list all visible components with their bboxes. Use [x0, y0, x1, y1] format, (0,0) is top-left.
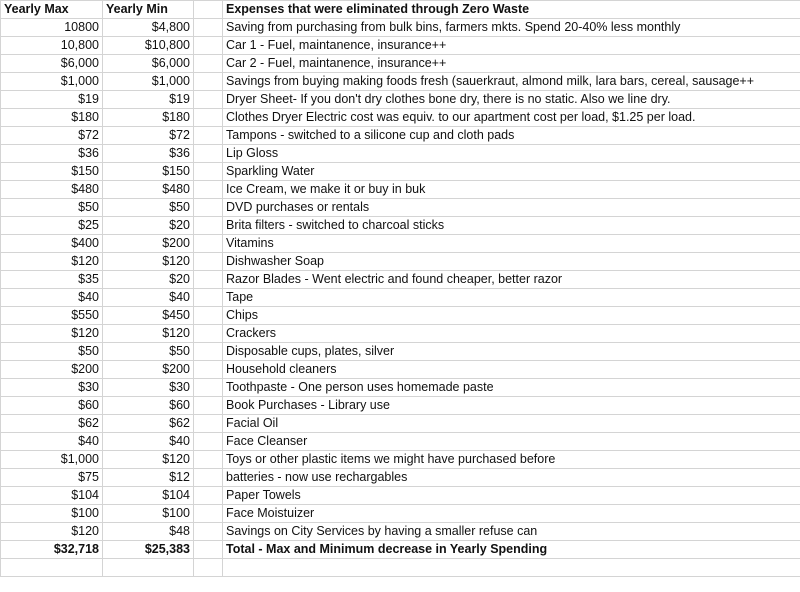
empty-cell[interactable] — [194, 181, 223, 199]
empty-cell[interactable] — [1, 559, 103, 577]
yearly-min-cell[interactable]: $25,383 — [103, 541, 194, 559]
expense-description-cell[interactable]: Book Purchases - Library use — [223, 397, 800, 415]
table-row — [1, 73, 800, 91]
table-row — [1, 469, 800, 487]
expense-description-cell[interactable]: Total - Max and Minimum decrease in Yearly Spending — [223, 541, 800, 559]
table-row — [1, 523, 800, 541]
yearly-min-cell[interactable]: $40 — [103, 289, 194, 307]
yearly-min-cell[interactable]: $50 — [103, 343, 194, 361]
header-row — [1, 1, 800, 19]
expense-description-cell[interactable]: Toothpaste - One person uses homemade paste — [223, 379, 800, 397]
yearly-min-cell[interactable]: $200 — [103, 235, 194, 253]
empty-cell[interactable] — [194, 55, 223, 73]
table-row — [1, 379, 800, 397]
empty-cell[interactable] — [194, 451, 223, 469]
yearly-max-cell[interactable]: $1,000 — [1, 451, 103, 469]
yearly-max-cell[interactable]: $550 — [1, 307, 103, 325]
table-row — [1, 253, 800, 271]
header-yearly-max[interactable]: Yearly Max — [1, 1, 103, 19]
yearly-max-cell[interactable]: $180 — [1, 109, 103, 127]
yearly-min-cell[interactable]: $12 — [103, 469, 194, 487]
yearly-min-cell[interactable]: $180 — [103, 109, 194, 127]
yearly-min-cell[interactable]: $200 — [103, 361, 194, 379]
expense-description-cell[interactable]: Dishwasher Soap — [223, 253, 800, 271]
empty-cell[interactable] — [194, 145, 223, 163]
expense-description-cell[interactable]: Brita filters - switched to charcoal sticks — [223, 217, 800, 235]
yearly-max-cell[interactable]: $150 — [1, 163, 103, 181]
yearly-min-cell[interactable]: $120 — [103, 253, 194, 271]
yearly-max-cell[interactable]: $25 — [1, 217, 103, 235]
table-body — [1, 1, 800, 577]
expense-description-cell[interactable]: Tape — [223, 289, 800, 307]
table-row — [1, 37, 800, 55]
expense-description-cell[interactable]: Toys or other plastic items we might have purchased before — [223, 451, 800, 469]
expense-description-cell[interactable]: Dryer Sheet- If you don't dry clothes bone dry, there is no static. Also we line dry. — [223, 91, 800, 109]
empty-cell[interactable] — [194, 253, 223, 271]
table-row — [1, 181, 800, 199]
table-row — [1, 415, 800, 433]
yearly-max-cell[interactable]: $120 — [1, 325, 103, 343]
table-row — [1, 55, 800, 73]
empty-cell[interactable] — [194, 397, 223, 415]
table-row — [1, 217, 800, 235]
yearly-max-cell[interactable]: $104 — [1, 487, 103, 505]
empty-cell[interactable] — [194, 19, 223, 37]
yearly-max-cell[interactable]: $200 — [1, 361, 103, 379]
yearly-max-cell[interactable]: $120 — [1, 523, 103, 541]
table-row — [1, 325, 800, 343]
expense-description-cell[interactable]: Face Cleanser — [223, 433, 800, 451]
empty-cell[interactable] — [194, 433, 223, 451]
table-row — [1, 19, 800, 37]
yearly-min-cell[interactable]: $19 — [103, 91, 194, 109]
empty-cell[interactable] — [194, 559, 223, 577]
empty-cell[interactable] — [194, 487, 223, 505]
table-row — [1, 163, 800, 181]
empty-cell[interactable] — [223, 559, 800, 577]
empty-cell[interactable] — [194, 163, 223, 181]
expense-description-cell[interactable]: batteries - now use rechargables — [223, 469, 800, 487]
yearly-max-cell[interactable]: $19 — [1, 91, 103, 109]
empty-row — [1, 559, 800, 577]
yearly-max-cell[interactable]: $40 — [1, 289, 103, 307]
table-row — [1, 91, 800, 109]
table-row — [1, 397, 800, 415]
empty-cell[interactable] — [194, 361, 223, 379]
empty-cell[interactable] — [194, 217, 223, 235]
yearly-max-cell[interactable]: $100 — [1, 505, 103, 523]
yearly-min-cell[interactable]: $20 — [103, 271, 194, 289]
table-row — [1, 235, 800, 253]
empty-cell[interactable] — [194, 541, 223, 559]
expense-description-cell[interactable]: Household cleaners — [223, 361, 800, 379]
table-row — [1, 505, 800, 523]
yearly-min-cell[interactable]: $72 — [103, 127, 194, 145]
yearly-min-cell[interactable]: $150 — [103, 163, 194, 181]
table-row — [1, 487, 800, 505]
expense-description-cell[interactable]: Paper Towels — [223, 487, 800, 505]
expense-description-cell[interactable]: Sparkling Water — [223, 163, 800, 181]
expense-description-cell[interactable]: Car 2 - Fuel, maintanence, insurance++ — [223, 55, 800, 73]
table-row — [1, 271, 800, 289]
empty-cell[interactable] — [194, 235, 223, 253]
yearly-min-cell[interactable]: $30 — [103, 379, 194, 397]
expense-description-cell[interactable]: Ice Cream, we make it or buy in buk — [223, 181, 800, 199]
yearly-max-cell[interactable]: 10,800 — [1, 37, 103, 55]
yearly-min-cell[interactable]: $36 — [103, 145, 194, 163]
table-row — [1, 199, 800, 217]
yearly-min-cell[interactable]: $104 — [103, 487, 194, 505]
expense-description-cell[interactable]: Saving from purchasing from bulk bins, farmers mkts. Spend 20-40% less monthly — [223, 19, 800, 37]
total-row — [1, 541, 800, 559]
empty-cell[interactable] — [194, 91, 223, 109]
table-row — [1, 289, 800, 307]
yearly-max-cell[interactable]: $32,718 — [1, 541, 103, 559]
yearly-max-cell[interactable]: $480 — [1, 181, 103, 199]
yearly-min-cell[interactable]: $100 — [103, 505, 194, 523]
empty-cell[interactable] — [194, 73, 223, 91]
expense-description-cell[interactable]: Face Moistuizer — [223, 505, 800, 523]
empty-cell[interactable] — [194, 109, 223, 127]
empty-cell[interactable] — [194, 469, 223, 487]
table-row — [1, 127, 800, 145]
yearly-max-cell[interactable]: $30 — [1, 379, 103, 397]
header-yearly-min[interactable]: Yearly Min — [103, 1, 194, 19]
yearly-max-cell[interactable]: $50 — [1, 199, 103, 217]
empty-cell[interactable] — [103, 559, 194, 577]
table-row — [1, 307, 800, 325]
table-row — [1, 433, 800, 451]
yearly-min-cell[interactable]: $4,800 — [103, 19, 194, 37]
yearly-min-cell[interactable]: $50 — [103, 199, 194, 217]
yearly-min-cell[interactable]: $120 — [103, 451, 194, 469]
yearly-min-cell[interactable]: $450 — [103, 307, 194, 325]
expense-description-cell[interactable]: DVD purchases or rentals — [223, 199, 800, 217]
yearly-min-cell[interactable]: $120 — [103, 325, 194, 343]
yearly-max-cell[interactable]: $6,000 — [1, 55, 103, 73]
expense-description-cell[interactable]: Clothes Dryer Electric cost was equiv. to our apartment cost per load, $1.25 per load. — [223, 109, 800, 127]
table-row — [1, 343, 800, 361]
table-row — [1, 109, 800, 127]
header-expenses[interactable]: Expenses that were eliminated through Zero Waste — [223, 1, 800, 19]
expense-description-cell[interactable]: Facial Oil — [223, 415, 800, 433]
yearly-max-cell[interactable]: $1,000 — [1, 73, 103, 91]
empty-cell[interactable] — [194, 271, 223, 289]
yearly-min-cell[interactable]: $10,800 — [103, 37, 194, 55]
yearly-max-cell[interactable]: $400 — [1, 235, 103, 253]
expense-description-cell[interactable]: Lip Gloss — [223, 145, 800, 163]
table-row — [1, 145, 800, 163]
empty-cell[interactable] — [194, 199, 223, 217]
expense-description-cell[interactable]: Chips — [223, 307, 800, 325]
empty-cell[interactable] — [194, 289, 223, 307]
yearly-min-cell[interactable]: $40 — [103, 433, 194, 451]
empty-cell[interactable] — [194, 127, 223, 145]
yearly-max-cell[interactable]: $40 — [1, 433, 103, 451]
empty-cell[interactable] — [194, 343, 223, 361]
expense-description-cell[interactable]: Tampons - switched to a silicone cup and cloth pads — [223, 127, 800, 145]
expense-description-cell[interactable]: Crackers — [223, 325, 800, 343]
yearly-min-cell[interactable]: $60 — [103, 397, 194, 415]
table-row — [1, 451, 800, 469]
yearly-min-cell[interactable]: $62 — [103, 415, 194, 433]
empty-cell[interactable] — [194, 37, 223, 55]
empty-cell[interactable] — [194, 505, 223, 523]
yearly-min-cell[interactable]: $48 — [103, 523, 194, 541]
empty-cell[interactable] — [194, 523, 223, 541]
expense-description-cell[interactable]: Savings from buying making foods fresh (sauerkraut, almond milk, lara bars, cereal, sausage++ — [223, 73, 800, 91]
expense-description-cell[interactable]: Car 1 - Fuel, maintanence, insurance++ — [223, 37, 800, 55]
yearly-min-cell[interactable]: $1,000 — [103, 73, 194, 91]
yearly-max-cell[interactable]: $120 — [1, 253, 103, 271]
expense-description-cell[interactable]: Vitamins — [223, 235, 800, 253]
yearly-min-cell[interactable]: $6,000 — [103, 55, 194, 73]
empty-cell[interactable] — [194, 307, 223, 325]
empty-cell[interactable] — [194, 415, 223, 433]
yearly-max-cell[interactable]: 10800 — [1, 19, 103, 37]
yearly-max-cell[interactable]: $60 — [1, 397, 103, 415]
empty-cell[interactable] — [194, 379, 223, 397]
yearly-max-cell[interactable]: $50 — [1, 343, 103, 361]
yearly-min-cell[interactable]: $20 — [103, 217, 194, 235]
empty-cell[interactable] — [194, 1, 223, 19]
table-row — [1, 361, 800, 379]
yearly-max-cell[interactable]: $75 — [1, 469, 103, 487]
expense-description-cell[interactable]: Razor Blades - Went electric and found cheaper, better razor — [223, 271, 800, 289]
yearly-max-cell[interactable]: $72 — [1, 127, 103, 145]
empty-cell[interactable] — [194, 325, 223, 343]
expense-description-cell[interactable]: Disposable cups, plates, silver — [223, 343, 800, 361]
yearly-max-cell[interactable]: $36 — [1, 145, 103, 163]
yearly-max-cell[interactable]: $35 — [1, 271, 103, 289]
yearly-max-cell[interactable]: $62 — [1, 415, 103, 433]
expense-description-cell[interactable]: Savings on City Services by having a smaller refuse can — [223, 523, 800, 541]
yearly-min-cell[interactable]: $480 — [103, 181, 194, 199]
